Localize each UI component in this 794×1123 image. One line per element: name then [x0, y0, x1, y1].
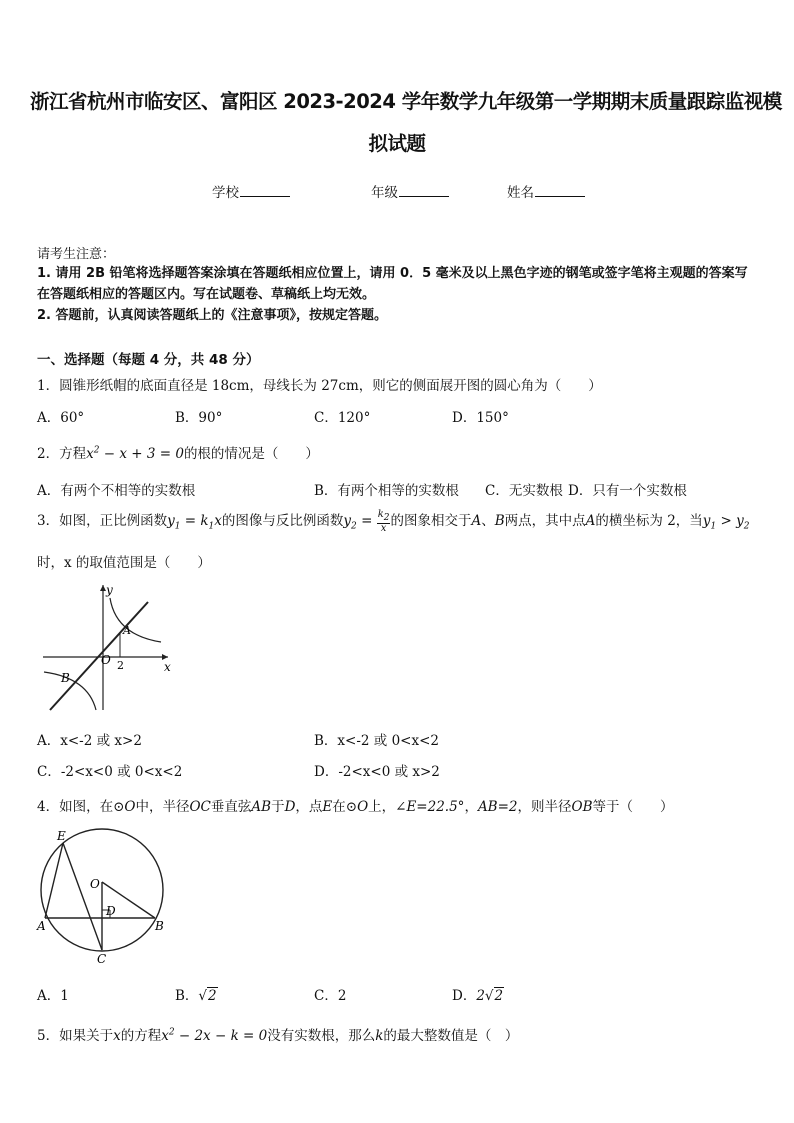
q4-option-d: D．2√2 — [452, 988, 504, 1004]
q3-condition: $y_1 > y_2$ — [702, 513, 750, 532]
school-field — [212, 181, 290, 201]
q1-option-c: C．120° — [314, 410, 371, 426]
q3-linear-eq: $y_1 = k_1x$ — [167, 513, 222, 532]
q3-inverse-eq: $y_2$ = $\frac{k_2}{x}$ — [343, 508, 390, 534]
name-field — [507, 181, 585, 201]
q4-point-b-label: B — [155, 919, 164, 933]
question-3: 3．如图，正比例函数$y_1 = k_1x$的图像与反比例函数$y_2$ = $\frac{k_2}{x}$ 的图象相交于A、B两点，其中点A的横坐标为 2，当$y_1 > y_2$ — [37, 508, 750, 534]
q3-origin-label: O — [101, 653, 111, 667]
q4-point-c-label: C — [97, 952, 107, 966]
q3-option-d: D．-2<x<0 或 x>2 — [314, 764, 440, 780]
q4-point-a-label: A — [37, 919, 46, 933]
q1-option-d: D．150° — [452, 410, 509, 426]
q3-point-a-label: A — [123, 624, 131, 637]
q3-y-label: y — [106, 583, 113, 597]
q3-option-c: C．-2<x<0 或 0<x<2 — [37, 764, 183, 780]
q3-option-a: A．x<-2 或 x>2 — [37, 733, 142, 749]
q2-equation: $x^2 - x + 3 = 0$ — [86, 445, 184, 462]
q4-option-c: C．2 — [314, 988, 347, 1004]
q4-option-b: B．√2 — [175, 988, 217, 1004]
grade-field — [371, 181, 449, 201]
q2-option-c: C．无实数根 — [485, 483, 563, 499]
q4-point-d-label: D — [106, 904, 116, 918]
q1-option-b: B．90° — [175, 410, 223, 426]
q3-option-b: B．x<-2 或 0<x<2 — [314, 733, 439, 749]
q4-point-e-label: E — [57, 829, 66, 843]
name-label: 姓名 — [507, 185, 534, 201]
question-2: 2．方程$x^2 - x + 3 = 0$的根的情况是（ ） — [37, 445, 319, 462]
q3-x-label: x — [164, 660, 171, 674]
question-1: 1．圆锥形纸帽的底面直径是 18cm，母线长为 27cm，则它的侧面展开图的圆心角为（ ） — [37, 378, 602, 394]
question-4: 4．如图，在⊙O中，半径OC垂直弦AB于D，点E在⊙O上，∠E=22.5°，AB=2，则半径OB等于（ ） — [37, 799, 674, 815]
notice-item-1: 1. 请用 2B 铅笔将选择题答案涂填在答题纸相应位置上，请用 0．5 毫米及以上黑色字迹的钢笔或签字笔将主观题的答案写在答题纸相应的答题区内。写在试题卷、草稿纸上均无效。 — [37, 266, 748, 302]
q2-option-a: A．有两个不相等的实数根 — [37, 483, 196, 499]
q4-angle: ∠E=22.5° — [395, 799, 465, 815]
question-3-line2: 时，x 的取值范围是（ ） — [37, 555, 211, 571]
exam-title-line1: 浙江省杭州市临安区、富阳区 2023-2024 学年数学九年级第一学期期末质量跟踪监视模 — [30, 90, 782, 113]
notice-item-2: 2. 答题前，认真阅读答题纸上的《注意事项》，按规定答题。 — [37, 308, 388, 323]
q3-graph-figure — [38, 580, 178, 715]
q3-point-b-label: B — [61, 671, 70, 685]
exam-title-line2: 拟试题 — [368, 132, 426, 155]
school-label: 学校 — [212, 185, 239, 201]
question-5: 5．如果关于x的方程$x^2 - 2x - k = 0$没有实数根，那么k的最大整数值是（ ） — [37, 1027, 519, 1044]
q2-option-d: D．只有一个实数根 — [568, 483, 687, 499]
section-heading: 一、选择题（每题 4 分，共 48 分） — [37, 352, 260, 368]
q3-tick-2-label: 2 — [117, 659, 124, 672]
q4-ab-length: AB=2 — [477, 799, 518, 815]
notice-heading: 请考生注意： — [37, 247, 116, 262]
q5-equation: $x^2 - 2x - k = 0$ — [161, 1027, 268, 1044]
q2-option-b: B．有两个相等的实数根 — [314, 483, 459, 499]
q1-option-a: A．60° — [37, 410, 85, 426]
grade-label: 年级 — [371, 185, 398, 201]
q4-option-a: A．1 — [37, 988, 69, 1004]
q4-point-o-label: O — [90, 877, 100, 891]
q4-circle-figure — [34, 826, 174, 966]
